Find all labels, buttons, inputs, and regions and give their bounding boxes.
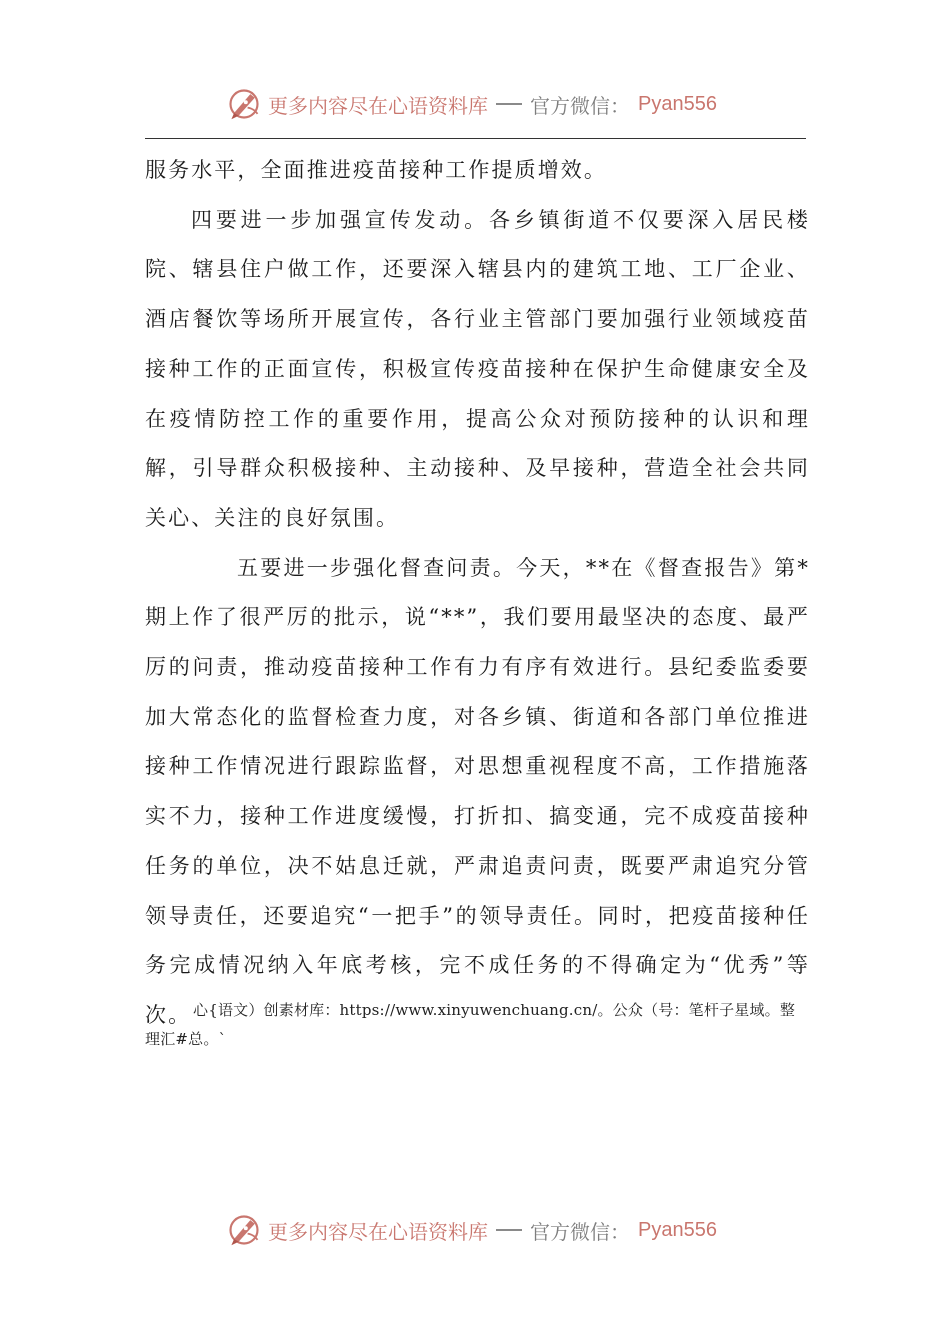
body-paragraph-continued: 服务水平，全面推进疫苗接种工作提质增效。 [145, 158, 607, 182]
official-wechat-label: 官方微信： [530, 93, 630, 118]
body-paragraph-publicity: 四要进一步加强宣传发动。各乡镇街道不仅要深入居民楼院、辖县住户做工作，还要深入辖县内的建筑工地、工厂企业、酒店餐饮等场所开展宣传，各行业主管部门要加强行业领域疫苗接种工作的正面宣传，积极宣传疫苗接种在保护生命健康安全及在疫情防控工作的重要作用，提高公众对预防接种的认识和理解，引导群众积极接种、主动接种、及早接种，营造全社会共同关心、关注的良好氛围。 [145, 207, 810, 530]
pen-nib-logo-icon [226, 86, 262, 122]
header-rule [145, 138, 806, 139]
pen-nib-logo-icon [226, 1212, 262, 1248]
wechat-id: Pyan556 [638, 92, 717, 115]
wechat-id: Pyan556 [638, 1218, 717, 1241]
body-paragraph-accountability: 五要进一步强化督查问责。今天，**在《督查报告》第*期上作了很严厉的批示，说“**”，我们要用最坚决的态度、最严厉的问责，推动疫苗接种工作有力有序有效进行。县纪委监委要加大常态化的监督检查力度，对各乡镇、街道和各部门单位推进接种工作情况进行跟踪监督，对思想重视程度不高，工作措施落实不力，接种工作进度缓慢，打折扣、搞变通，完不成疫苗接种任务的单位，决不姑息迁就，严肃追责问责，既要严肃追究分管领导责任，还要追究“一把手”的领导责任。同时，把疫苗接种任务完成情况纳入年底考核，完不成任务的不得确定为“优秀”等次。 [145, 555, 810, 1027]
brand-divider [496, 1229, 522, 1231]
document-body [145, 146, 810, 1041]
brand-text: 更多内容尽在心语资料库 [268, 1219, 488, 1244]
source-note: 心{语文）创素材库：https://www.xinyuwenchuang.cn/。公众（号：笔杆子星域。整理汇#总。` [145, 1001, 796, 1048]
header-banner [226, 84, 717, 124]
footer-banner [226, 1210, 717, 1250]
brand-text: 更多内容尽在心语资料库 [268, 93, 488, 118]
brand-divider [496, 103, 522, 105]
official-wechat-label: 官方微信： [530, 1219, 630, 1244]
